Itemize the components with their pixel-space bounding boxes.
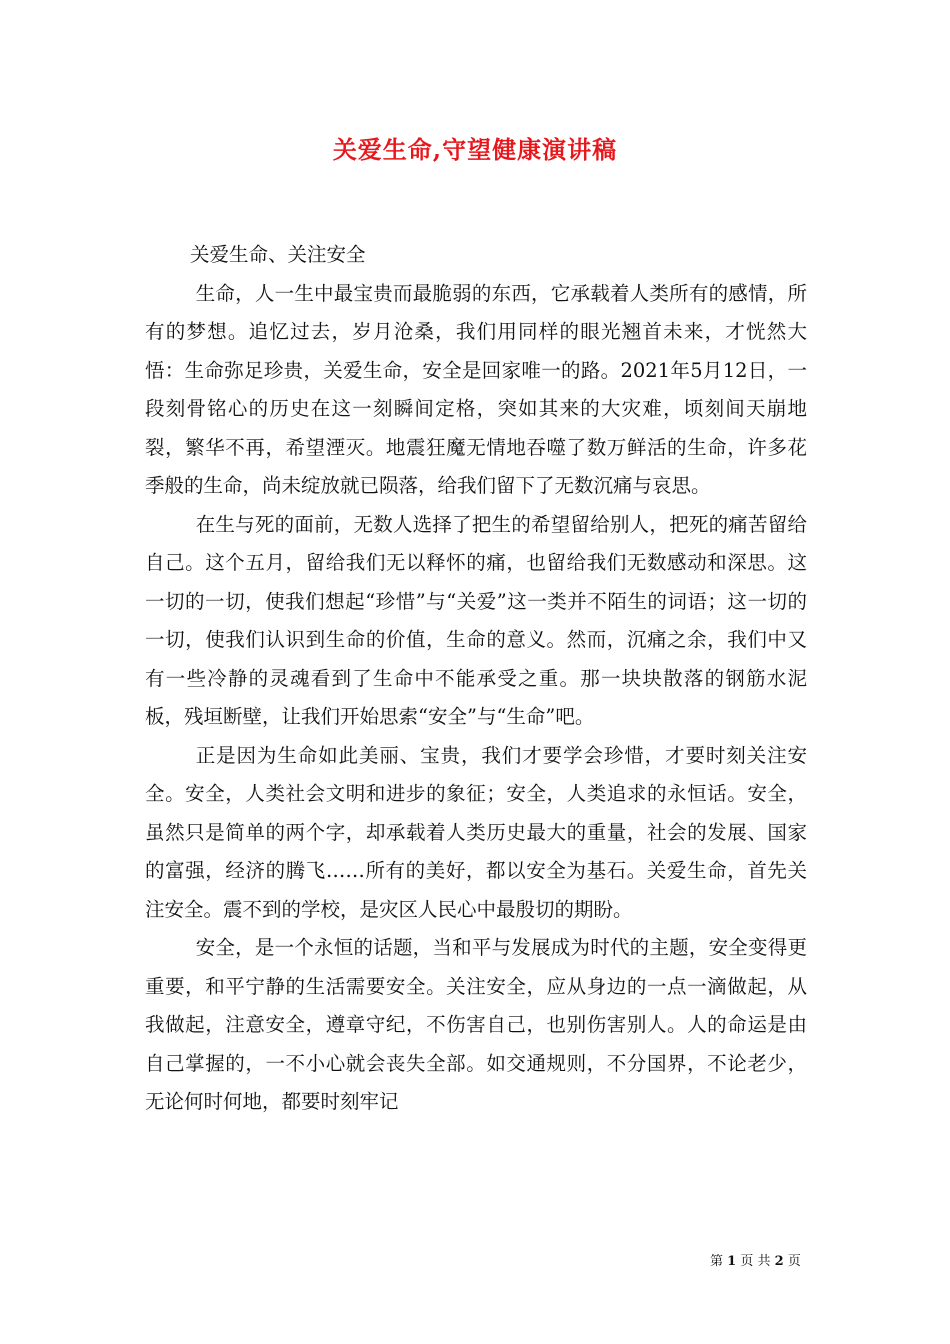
page-footer <box>710 1250 801 1269</box>
document-body <box>145 236 807 1122</box>
page-middle: 页 共 <box>740 1254 771 1269</box>
page-total: 2 <box>774 1254 784 1269</box>
paragraph-3: 正是因为生命如此美丽、宝贵，我们才要学会珍惜，才要时刻关注安全。安全，人类社会文明和进步的象征；安全，人类追求的永恒话。安全，虽然只是简单的两个字，却承载着人类历史最大的重量，社会的发展、国家的富强，经济的腾飞……所有的美好，都以安全为基石。关爱生命，首先关注安全。震不到的学校，是灾区人民心中最殷切的期盼。 <box>145 743 807 921</box>
page-current: 1 <box>727 1254 737 1269</box>
page-suffix: 页 <box>787 1254 801 1269</box>
paragraph-2: 在生与死的面前，无数人选择了把生的希望留给别人，把死的痛苦留给自己。这个五月，留给我们无以释怀的痛，也留给我们无数感动和深思。这一切的一切，使我们想起“珍惜”与“关爱”这一类并不陌生的词语；这一切的一切，使我们认识到生命的价值，生命的意义。然而，沉痛之余，我们中又有一些冷静的灵魂看到了生命中不能承受之重。那一块块散落的钢筋水泥板，残垣断壁，让我们开始思索“安全”与“生命”吧。 <box>145 512 807 728</box>
subheading: 关爱生命、关注安全 <box>190 243 366 266</box>
page-prefix: 第 <box>710 1254 724 1269</box>
paragraph-4: 安全，是一个永恒的话题，当和平与发展成为时代的主题，安全变得更重要，和平宁静的生活需要安全。关注安全，应从身边的一点一滴做起，从我做起，注意安全，遵章守纪，不伤害自己，也别伤害别人。人的命运是由自己掌握的，一不小心就会丧失全部。如交通规则，不分国界，不论老少，无论何时何地，都要时刻牢记 <box>145 936 807 1113</box>
document-title: 关爱生命,守望健康演讲稿 <box>332 135 618 164</box>
paragraph-1: 生命，人一生中最宝贵而最脆弱的东西，它承载着人类所有的感情，所有的梦想。追忆过去，岁月沧桑，我们用同样的眼光翘首未来，才恍然大悟：生命弥足珍贵，关爱生命，安全是回家唯一的路。2021年5月12日，一段刻骨铭心的历史在这一刻瞬间定格，突如其来的大灾难，顷刻间天崩地裂，繁华不再，希望湮灭。地震狂魔无情地吞噬了数万鲜活的生命，许多花季般的生命，尚未绽放就已陨落，给我们留下了无数沉痛与哀思。 <box>145 281 807 497</box>
